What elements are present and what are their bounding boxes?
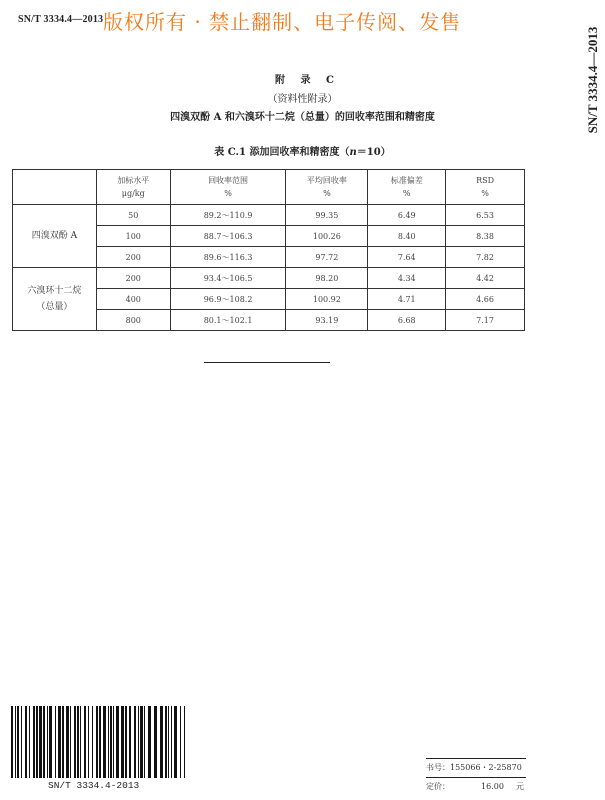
copyright-watermark: 版权所有 · 禁止翻制、电子传阅、发售 [103,10,462,34]
cell-spike-level: 50 [96,205,170,226]
cell-std-dev: 8.40 [368,226,446,247]
cell-rsd: 8.38 [446,226,525,247]
cell-recovery-range: 89.2～110.9 [170,205,286,226]
cell-recovery-range: 80.1～102.1 [170,310,286,331]
cell-mean-recovery: 98.20 [286,268,368,289]
price-value: 16.00 [481,782,504,791]
cell-rsd: 4.66 [446,289,525,310]
cell-recovery-range: 93.4～106.5 [170,268,286,289]
recovery-precision-table [12,169,525,331]
appendix-subtitle: （资料性附录） [267,94,338,105]
header-cell-recovery-range: 回收率范围 % [170,170,286,205]
cell-spike-level: 200 [96,247,170,268]
cell-spike-level: 800 [96,310,170,331]
cell-rsd: 6.53 [446,205,525,226]
end-of-document-rule [204,362,330,363]
header-cell-rsd: RSD % [446,170,525,205]
table-row [13,205,525,226]
table-caption-tail: ＝10） [356,147,391,158]
cell-spike-level: 200 [96,268,170,289]
table-header-row [13,170,525,205]
group-name-hbcd: 六溴环十二烷 （总量） [13,268,97,331]
cell-std-dev: 6.68 [368,310,446,331]
price-unit: 元 [516,782,524,791]
table-caption-text: 表 C.1 添加回收率和精密度（ [214,147,350,158]
header-cell-spike-level: 加标水平 μg/kg [96,170,170,205]
isbn-barcode [11,706,187,778]
cell-std-dev: 7.64 [368,247,446,268]
cell-std-dev: 4.71 [368,289,446,310]
cell-recovery-range: 96.9～108.2 [170,289,286,310]
standard-code-header: SN/T 3334.4—2013 [18,14,104,25]
cell-mean-recovery: 100.92 [286,289,368,310]
header-cell-mean-recovery: 平均回收率 % [286,170,368,205]
header-cell-blank [13,170,97,205]
price-box [426,758,526,796]
cell-spike-level: 400 [96,289,170,310]
cell-mean-recovery: 99.35 [286,205,368,226]
price-row [426,778,526,796]
cell-recovery-range: 89.6～116.3 [170,247,286,268]
appendix-title: 附 录 C [275,75,340,86]
cell-rsd: 7.82 [446,247,525,268]
price-label: 定价： [426,782,450,791]
group-name-tbbpa: 四溴双酚 A [13,205,97,268]
cell-rsd: 7.17 [446,310,525,331]
cell-rsd: 4.42 [446,268,525,289]
cell-std-dev: 4.34 [368,268,446,289]
cell-mean-recovery: 100.26 [286,226,368,247]
cell-spike-level: 100 [96,226,170,247]
cell-std-dev: 6.49 [368,205,446,226]
standard-code-side: SN/T 3334.4—2013 [585,26,600,134]
cell-mean-recovery: 93.19 [286,310,368,331]
book-number: 书号：155066・2-25870 [426,763,522,772]
table-caption-variable: n [349,147,357,158]
barcode-number: SN/T 3334.4-2013 [48,780,140,791]
cell-recovery-range: 88.7～106.3 [170,226,286,247]
appendix-heading: 四溴双酚 A 和六溴环十二烷（总量）的回收率范围和精密度 [170,112,435,123]
table-caption [0,143,605,158]
header-cell-std-dev: 标准偏差 % [368,170,446,205]
cell-mean-recovery: 97.72 [286,247,368,268]
table-row [13,268,525,289]
